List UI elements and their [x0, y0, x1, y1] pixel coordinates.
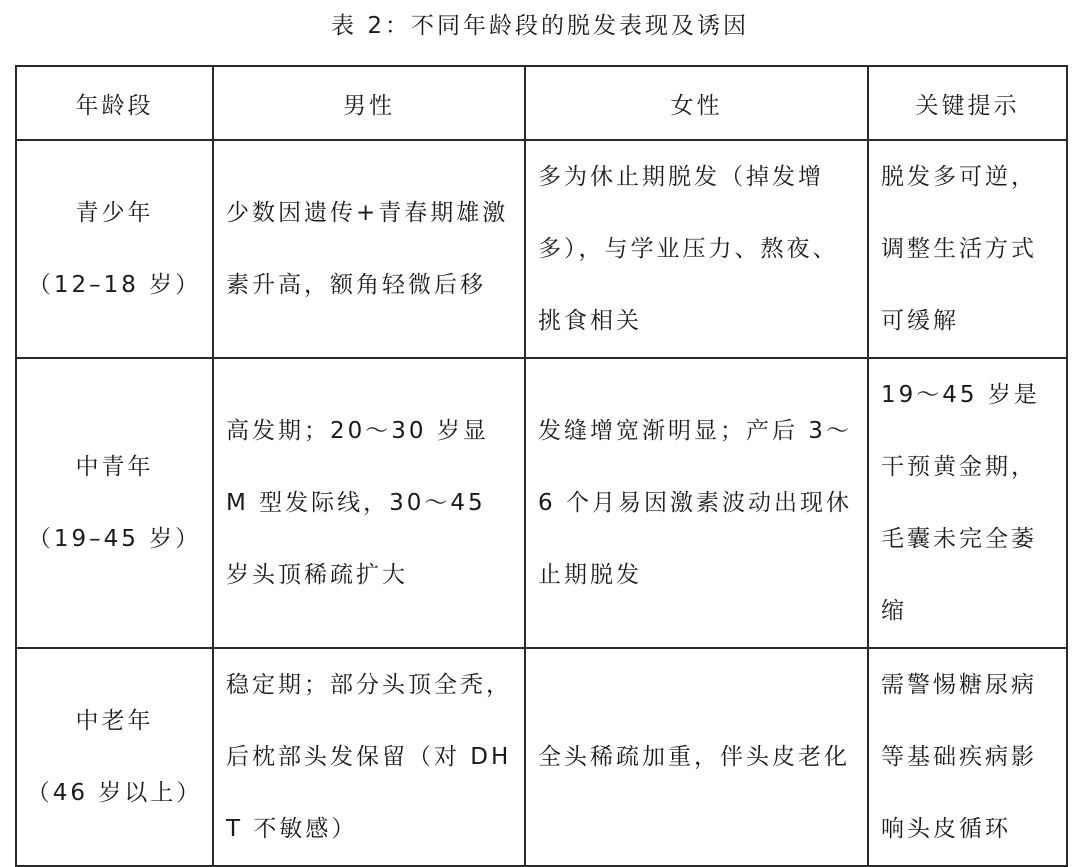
age-range-label: （19–45 岁） — [27, 526, 202, 552]
age-group-label: 青少年 — [75, 200, 154, 226]
key-tip-cell: 脱发多可逆，调整生活方式可缓解 — [868, 140, 1067, 358]
age-group-cell — [16, 140, 213, 358]
age-group-cell — [16, 358, 213, 648]
table-row — [16, 648, 1067, 866]
table-row — [16, 140, 1067, 358]
age-range-label: （12–18 岁） — [27, 272, 202, 298]
female-cell: 多为休止期脱发（掉发增多），与学业压力、熬夜、挑食相关 — [525, 140, 868, 358]
age-group-label: 中老年 — [75, 708, 154, 734]
male-cell: 少数因遗传+青春期雄激素升高，额角轻微后移 — [213, 140, 525, 358]
male-cell: 稳定期；部分头顶全秃，后枕部头发保留（对 DHT 不敏感） — [213, 648, 525, 866]
age-group-cell — [16, 648, 213, 866]
table-caption: 表 2：不同年龄段的脱发表现及诱因 — [331, 13, 749, 39]
header-age-group: 年龄段 — [16, 66, 213, 140]
header-male: 男性 — [213, 66, 525, 140]
key-tip-cell: 需警惕糖尿病等基础疾病影响头皮循环 — [868, 648, 1067, 866]
header-female: 女性 — [525, 66, 868, 140]
male-cell: 高发期；20～30 岁显 M 型发际线，30～45 岁头顶稀疏扩大 — [213, 358, 525, 648]
table-row — [16, 358, 1067, 648]
hair-loss-by-age-table — [15, 65, 1068, 867]
table-header-row — [16, 66, 1067, 140]
header-key-tip: 关键提示 — [868, 66, 1067, 140]
age-range-label: （46 岁以上） — [26, 780, 203, 806]
female-cell: 全头稀疏加重，伴头皮老化 — [525, 648, 868, 866]
age-group-label: 中青年 — [75, 454, 154, 480]
female-cell: 发缝增宽渐明显；产后 3～6 个月易因激素波动出现休止期脱发 — [525, 358, 868, 648]
key-tip-cell: 19～45 岁是干预黄金期，毛囊未完全萎缩 — [868, 358, 1067, 648]
